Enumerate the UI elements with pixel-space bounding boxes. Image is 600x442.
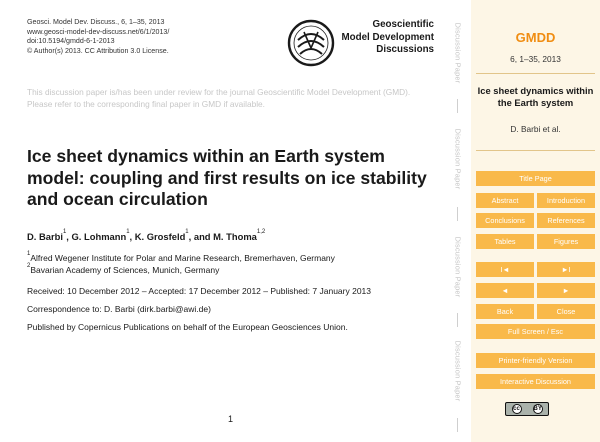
navigation-panel xyxy=(471,0,600,442)
journal-url[interactable]: www.geosci-model-dev-discuss.net/6/1/2013/ xyxy=(27,27,170,36)
tables-button[interactable]: Tables xyxy=(476,234,534,249)
paper-title: Ice sheet dynamics within an Earth system model: coupling and first results on ice stability and ocean circulation xyxy=(27,146,427,209)
interactive-discussion-button[interactable]: Interactive Discussion xyxy=(476,374,595,389)
by-icon: BY xyxy=(533,406,542,412)
author: D. Barbi xyxy=(27,231,63,242)
publisher-line: Published by Copernicus Publications on behalf of the European Geosciences Union. xyxy=(27,322,348,332)
figures-button[interactable]: Figures xyxy=(537,234,595,249)
strip-separator xyxy=(457,207,458,221)
journal-brand xyxy=(341,19,434,57)
cc-icon: cc xyxy=(513,406,520,412)
close-button[interactable]: Close xyxy=(537,304,595,319)
references-button[interactable]: References xyxy=(537,213,595,228)
fullscreen-button[interactable]: Full Screen / Esc xyxy=(476,324,595,339)
review-notice: This discussion paper is/has been under review for the journal Geoscientific Model Development (GMD). Please refer to the corresponding final paper in GMD if available. xyxy=(27,87,411,110)
abstract-button[interactable]: Abstract xyxy=(476,193,534,208)
affiliation-text: Alfred Wegener Institute for Polar and Marine Research, Bremerhaven, Germany xyxy=(30,253,335,263)
strip-label: Discussion Paper xyxy=(453,340,463,402)
affiliation-text: Bavarian Academy of Sciences, Munich, Germany xyxy=(30,265,220,275)
author-separator: , xyxy=(66,231,72,242)
printer-friendly-button[interactable]: Printer-friendly Version xyxy=(476,353,595,368)
previous-page-button[interactable]: ◄ xyxy=(476,283,534,298)
author-list xyxy=(27,231,265,242)
affiliation xyxy=(27,253,335,263)
brand-line-3: Discussions xyxy=(376,44,434,56)
strip-separator xyxy=(457,99,458,113)
affiliation-number: 2 xyxy=(27,263,31,269)
last-page-button[interactable]: ►I xyxy=(537,262,595,277)
author-separator: , xyxy=(129,231,135,242)
panel-divider xyxy=(476,73,595,74)
author-separator: , and xyxy=(188,231,214,242)
panel-issue: 6, 1–35, 2013 xyxy=(510,54,561,64)
author: G. Lohmann xyxy=(71,231,127,242)
back-button[interactable]: Back xyxy=(476,304,534,319)
page-number: 1 xyxy=(228,414,234,424)
title-page-button[interactable]: Title Page xyxy=(476,171,595,186)
author-affiliation-mark: 1 xyxy=(126,229,130,235)
author: M. Thoma xyxy=(213,231,257,242)
author-affiliation-mark: 1 xyxy=(62,229,67,235)
license-text: © Author(s) 2013. CC Attribution 3.0 License. xyxy=(27,46,169,55)
author-affiliation-mark: 1,2 xyxy=(256,229,266,235)
panel-title: Ice sheet dynamics within the Earth system xyxy=(477,85,594,108)
doi[interactable]: doi:10.5194/gmdd-6-1-2013 xyxy=(27,37,115,46)
gmd-logo-icon xyxy=(286,18,336,68)
panel-authors: D. Barbi et al. xyxy=(510,124,561,134)
affiliation-number: 1 xyxy=(27,251,31,257)
strip-label: Discussion Paper xyxy=(453,22,463,84)
publication-dates: Received: 10 December 2012 – Accepted: 17 December 2012 – Published: 7 January 2013 xyxy=(27,286,372,296)
next-page-button[interactable]: ► xyxy=(537,283,595,298)
author: K. Grosfeld xyxy=(134,231,186,242)
strip-separator xyxy=(457,313,458,327)
correspondence: Correspondence to: D. Barbi (dirk.barbi@awi.de) xyxy=(27,304,211,314)
strip-label: Discussion Paper xyxy=(453,236,463,298)
conclusions-button[interactable]: Conclusions xyxy=(476,213,534,228)
cc-license-badge[interactable] xyxy=(505,402,549,416)
brand-line-2: Model Development xyxy=(341,31,434,43)
discussion-paper-strip xyxy=(447,0,469,442)
panel-journal: GMDD xyxy=(515,30,556,45)
brand-line-1: Geoscientific xyxy=(372,19,434,30)
introduction-button[interactable]: Introduction xyxy=(537,193,595,208)
first-page-button[interactable]: I◄ xyxy=(476,262,534,277)
strip-label: Discussion Paper xyxy=(453,128,463,190)
author-affiliation-mark: 1 xyxy=(185,229,189,235)
citation-block xyxy=(27,18,169,56)
panel-divider xyxy=(476,150,595,151)
citation: Geosci. Model Dev. Discuss., 6, 1–35, 2013 xyxy=(27,18,165,26)
strip-separator xyxy=(457,418,458,432)
affiliation xyxy=(27,265,219,275)
